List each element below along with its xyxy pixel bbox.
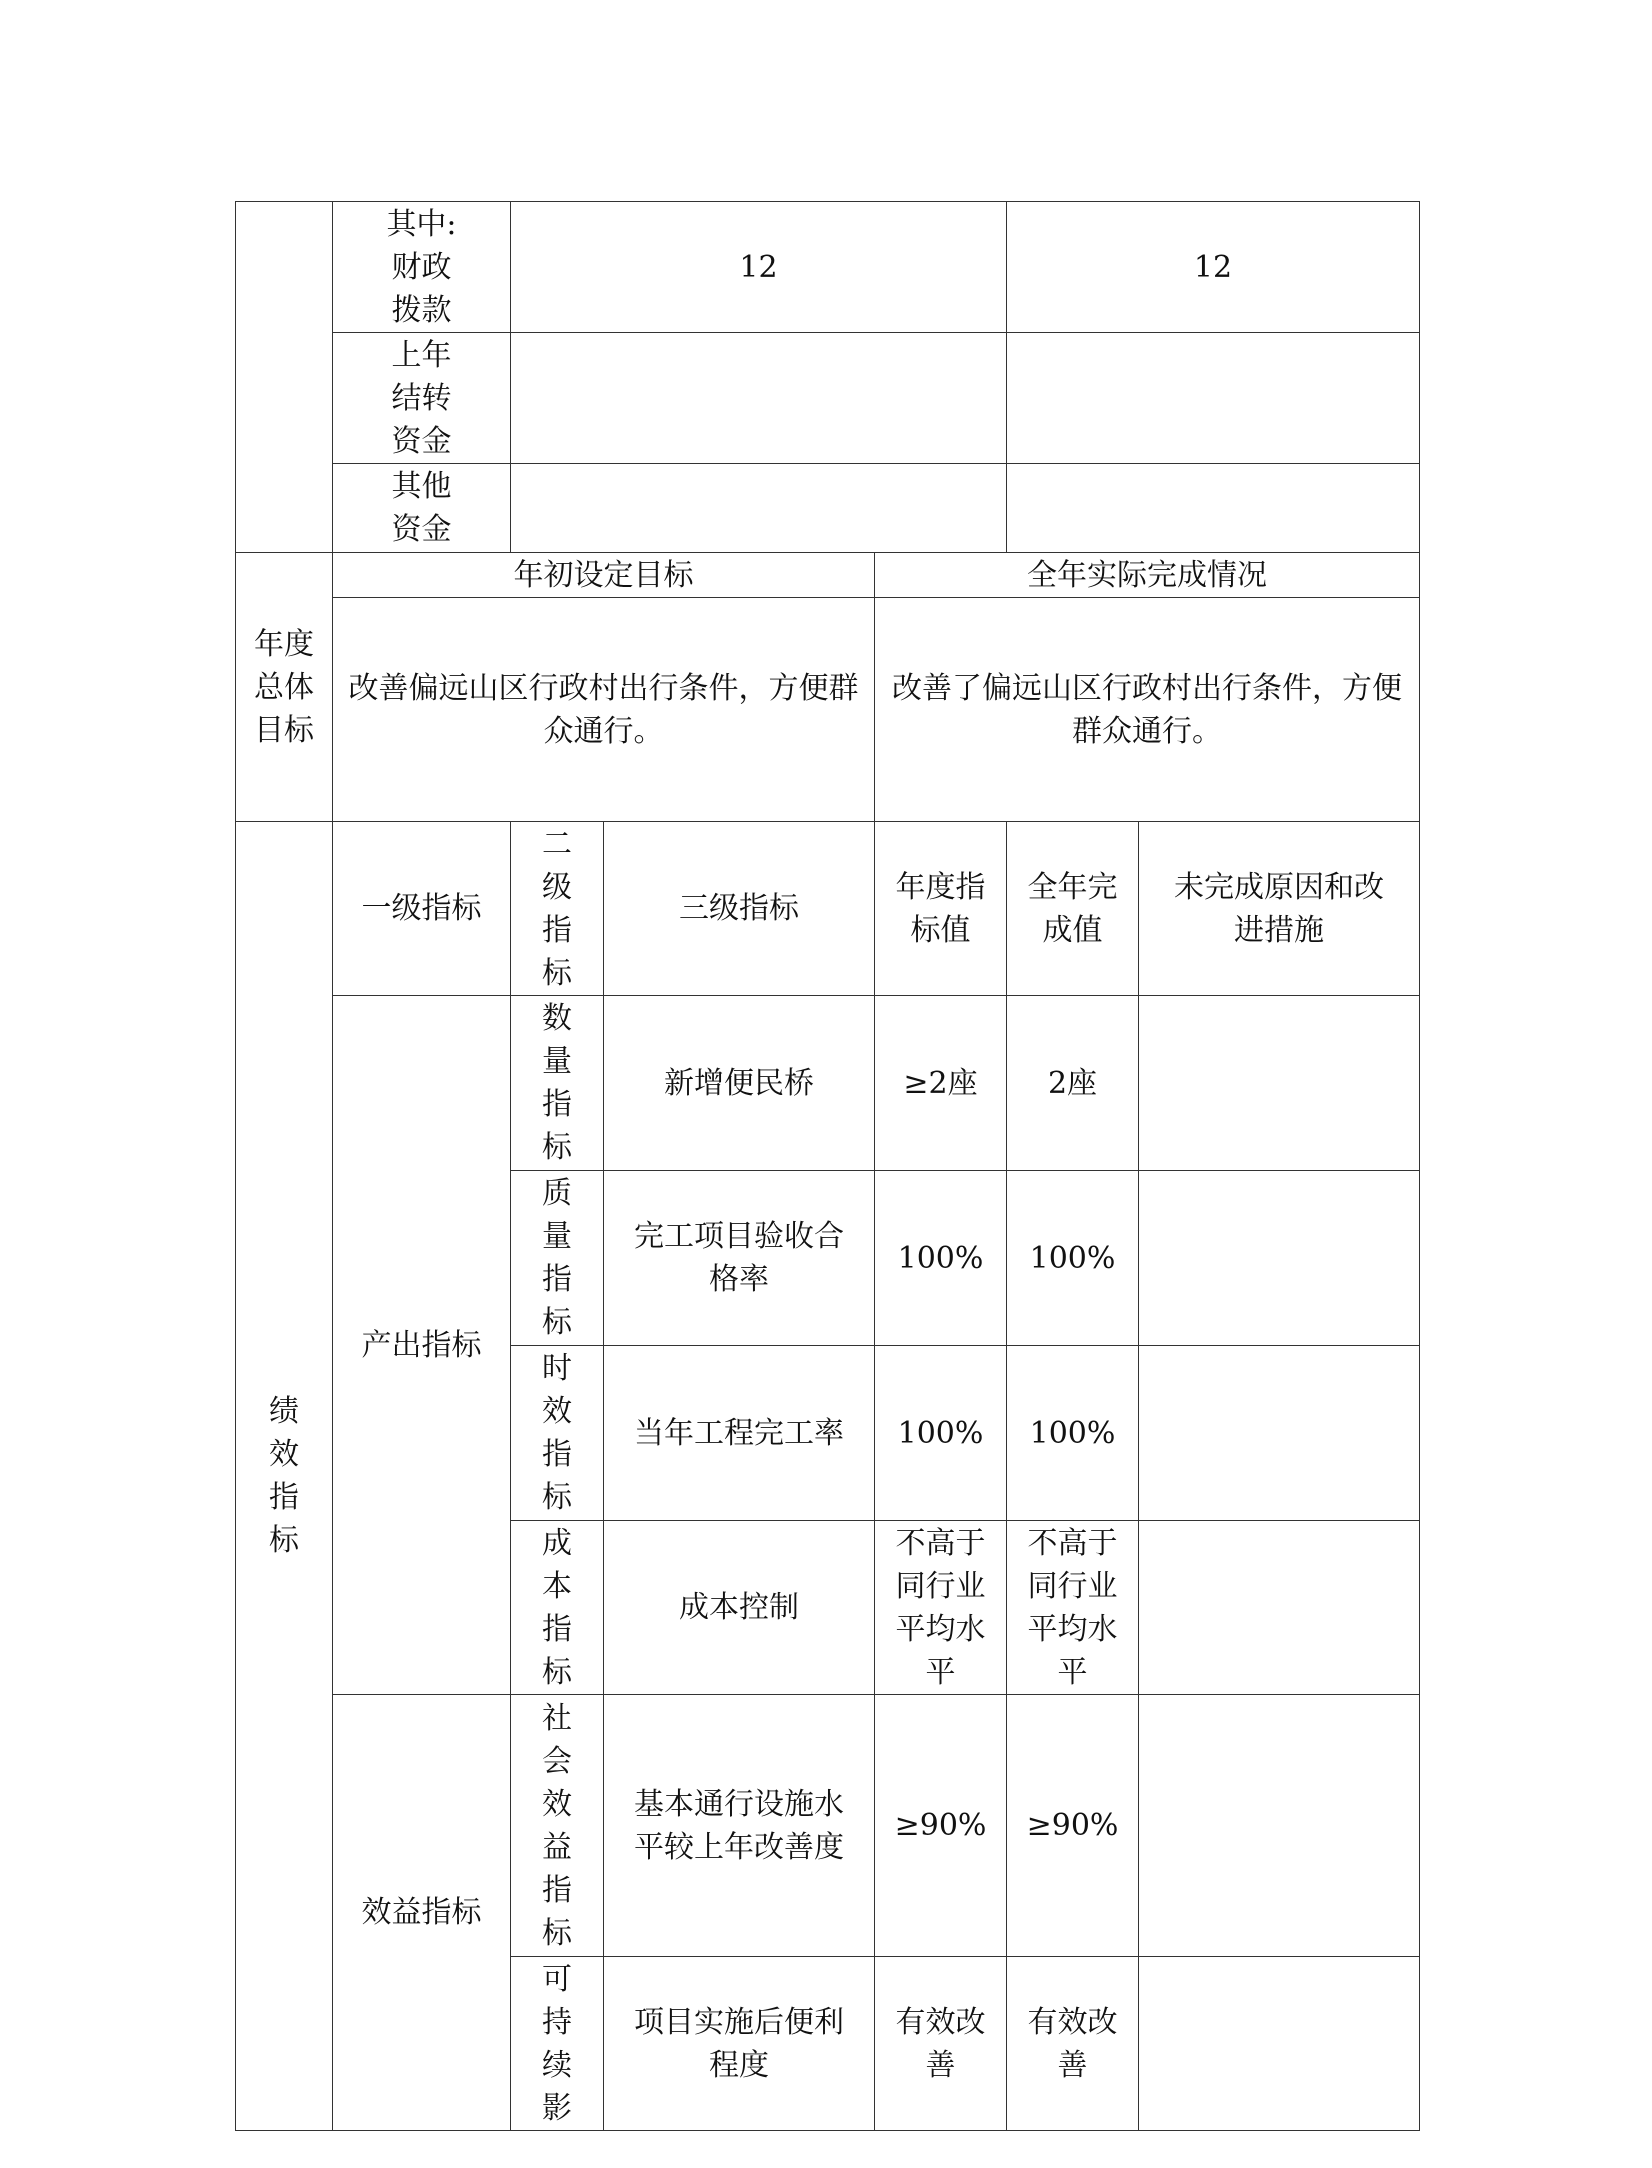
annual-value-cell: 100%	[875, 1346, 1007, 1521]
performance-label: 绩 效 指 标	[236, 822, 333, 2131]
funding-actual: 12	[1007, 202, 1420, 333]
target-text: 改善偏远山区行政村出行条件，方便群众通行。	[333, 598, 875, 822]
funding-planned	[511, 464, 1007, 553]
level3-cell: 项目实施后便利 程度	[604, 1957, 875, 2131]
level2-cell: 质 量 指 标	[511, 1171, 604, 1346]
actual-value-cell: 不高于 同行业 平均水 平	[1007, 1521, 1139, 1695]
level3-cell: 完工项目验收合 格率	[604, 1171, 875, 1346]
level3-cell: 成本控制	[604, 1521, 875, 1695]
level2-cell: 时 效 指 标	[511, 1346, 604, 1521]
actual-value-cell: 有效改 善	[1007, 1957, 1139, 2131]
funding-actual	[1007, 464, 1420, 553]
level3-cell: 新增便民桥	[604, 996, 875, 1171]
funding-label: 其中: 财政 拨款	[333, 202, 511, 333]
goal-content-row	[236, 598, 1420, 822]
level3-cell: 当年工程完工率	[604, 1346, 875, 1521]
indicator-row	[236, 1695, 1420, 1957]
reason-cell	[1139, 1171, 1420, 1346]
funding-row	[236, 333, 1420, 464]
annual-value-cell: ≥2座	[875, 996, 1007, 1171]
reason-cell	[1139, 1346, 1420, 1521]
actual-text: 改善了偏远山区行政村出行条件，方便群众通行。	[875, 598, 1420, 822]
indicator-row	[236, 996, 1420, 1171]
actual-header: 全年实际完成情况	[875, 553, 1420, 598]
indicator-header-row	[236, 822, 1420, 996]
target-header: 年初设定目标	[333, 553, 875, 598]
actual-value-header: 全年完 成值	[1007, 822, 1139, 996]
actual-value-cell: 100%	[1007, 1171, 1139, 1346]
annual-value-cell: ≥90%	[875, 1695, 1007, 1957]
actual-value-cell: ≥90%	[1007, 1695, 1139, 1957]
annual-goal-label: 年度 总体 目标	[236, 553, 333, 822]
performance-table	[235, 201, 1420, 2131]
funding-label: 上年 结转 资金	[333, 333, 511, 464]
reason-cell	[1139, 996, 1420, 1171]
funding-blank-cell	[236, 202, 333, 553]
level2-header: 二 级 指 标	[511, 822, 604, 996]
level1-cell: 效益指标	[333, 1695, 511, 2131]
funding-row	[236, 464, 1420, 553]
reason-cell	[1139, 1521, 1420, 1695]
level1-header: 一级指标	[333, 822, 511, 996]
level3-header: 三级指标	[604, 822, 875, 996]
funding-planned	[511, 333, 1007, 464]
level2-cell: 社 会 效 益 指 标	[511, 1695, 604, 1957]
level2-cell: 成 本 指 标	[511, 1521, 604, 1695]
level1-cell: 产出指标	[333, 996, 511, 1695]
actual-value-cell: 2座	[1007, 996, 1139, 1171]
actual-value-cell: 100%	[1007, 1346, 1139, 1521]
level3-cell: 基本通行设施水 平较上年改善度	[604, 1695, 875, 1957]
funding-actual	[1007, 333, 1420, 464]
funding-label: 其他 资金	[333, 464, 511, 553]
funding-planned: 12	[511, 202, 1007, 333]
annual-value-cell: 100%	[875, 1171, 1007, 1346]
reason-cell	[1139, 1957, 1420, 2131]
annual-value-cell: 有效改 善	[875, 1957, 1007, 2131]
reason-cell	[1139, 1695, 1420, 1957]
goal-header-row	[236, 553, 1420, 598]
level2-cell: 数 量 指 标	[511, 996, 604, 1171]
level2-cell: 可 持 续 影	[511, 1957, 604, 2131]
reason-header: 未完成原因和改 进措施	[1139, 822, 1420, 996]
annual-value-header: 年度指 标值	[875, 822, 1007, 996]
annual-value-cell: 不高于 同行业 平均水 平	[875, 1521, 1007, 1695]
funding-row	[236, 202, 1420, 333]
